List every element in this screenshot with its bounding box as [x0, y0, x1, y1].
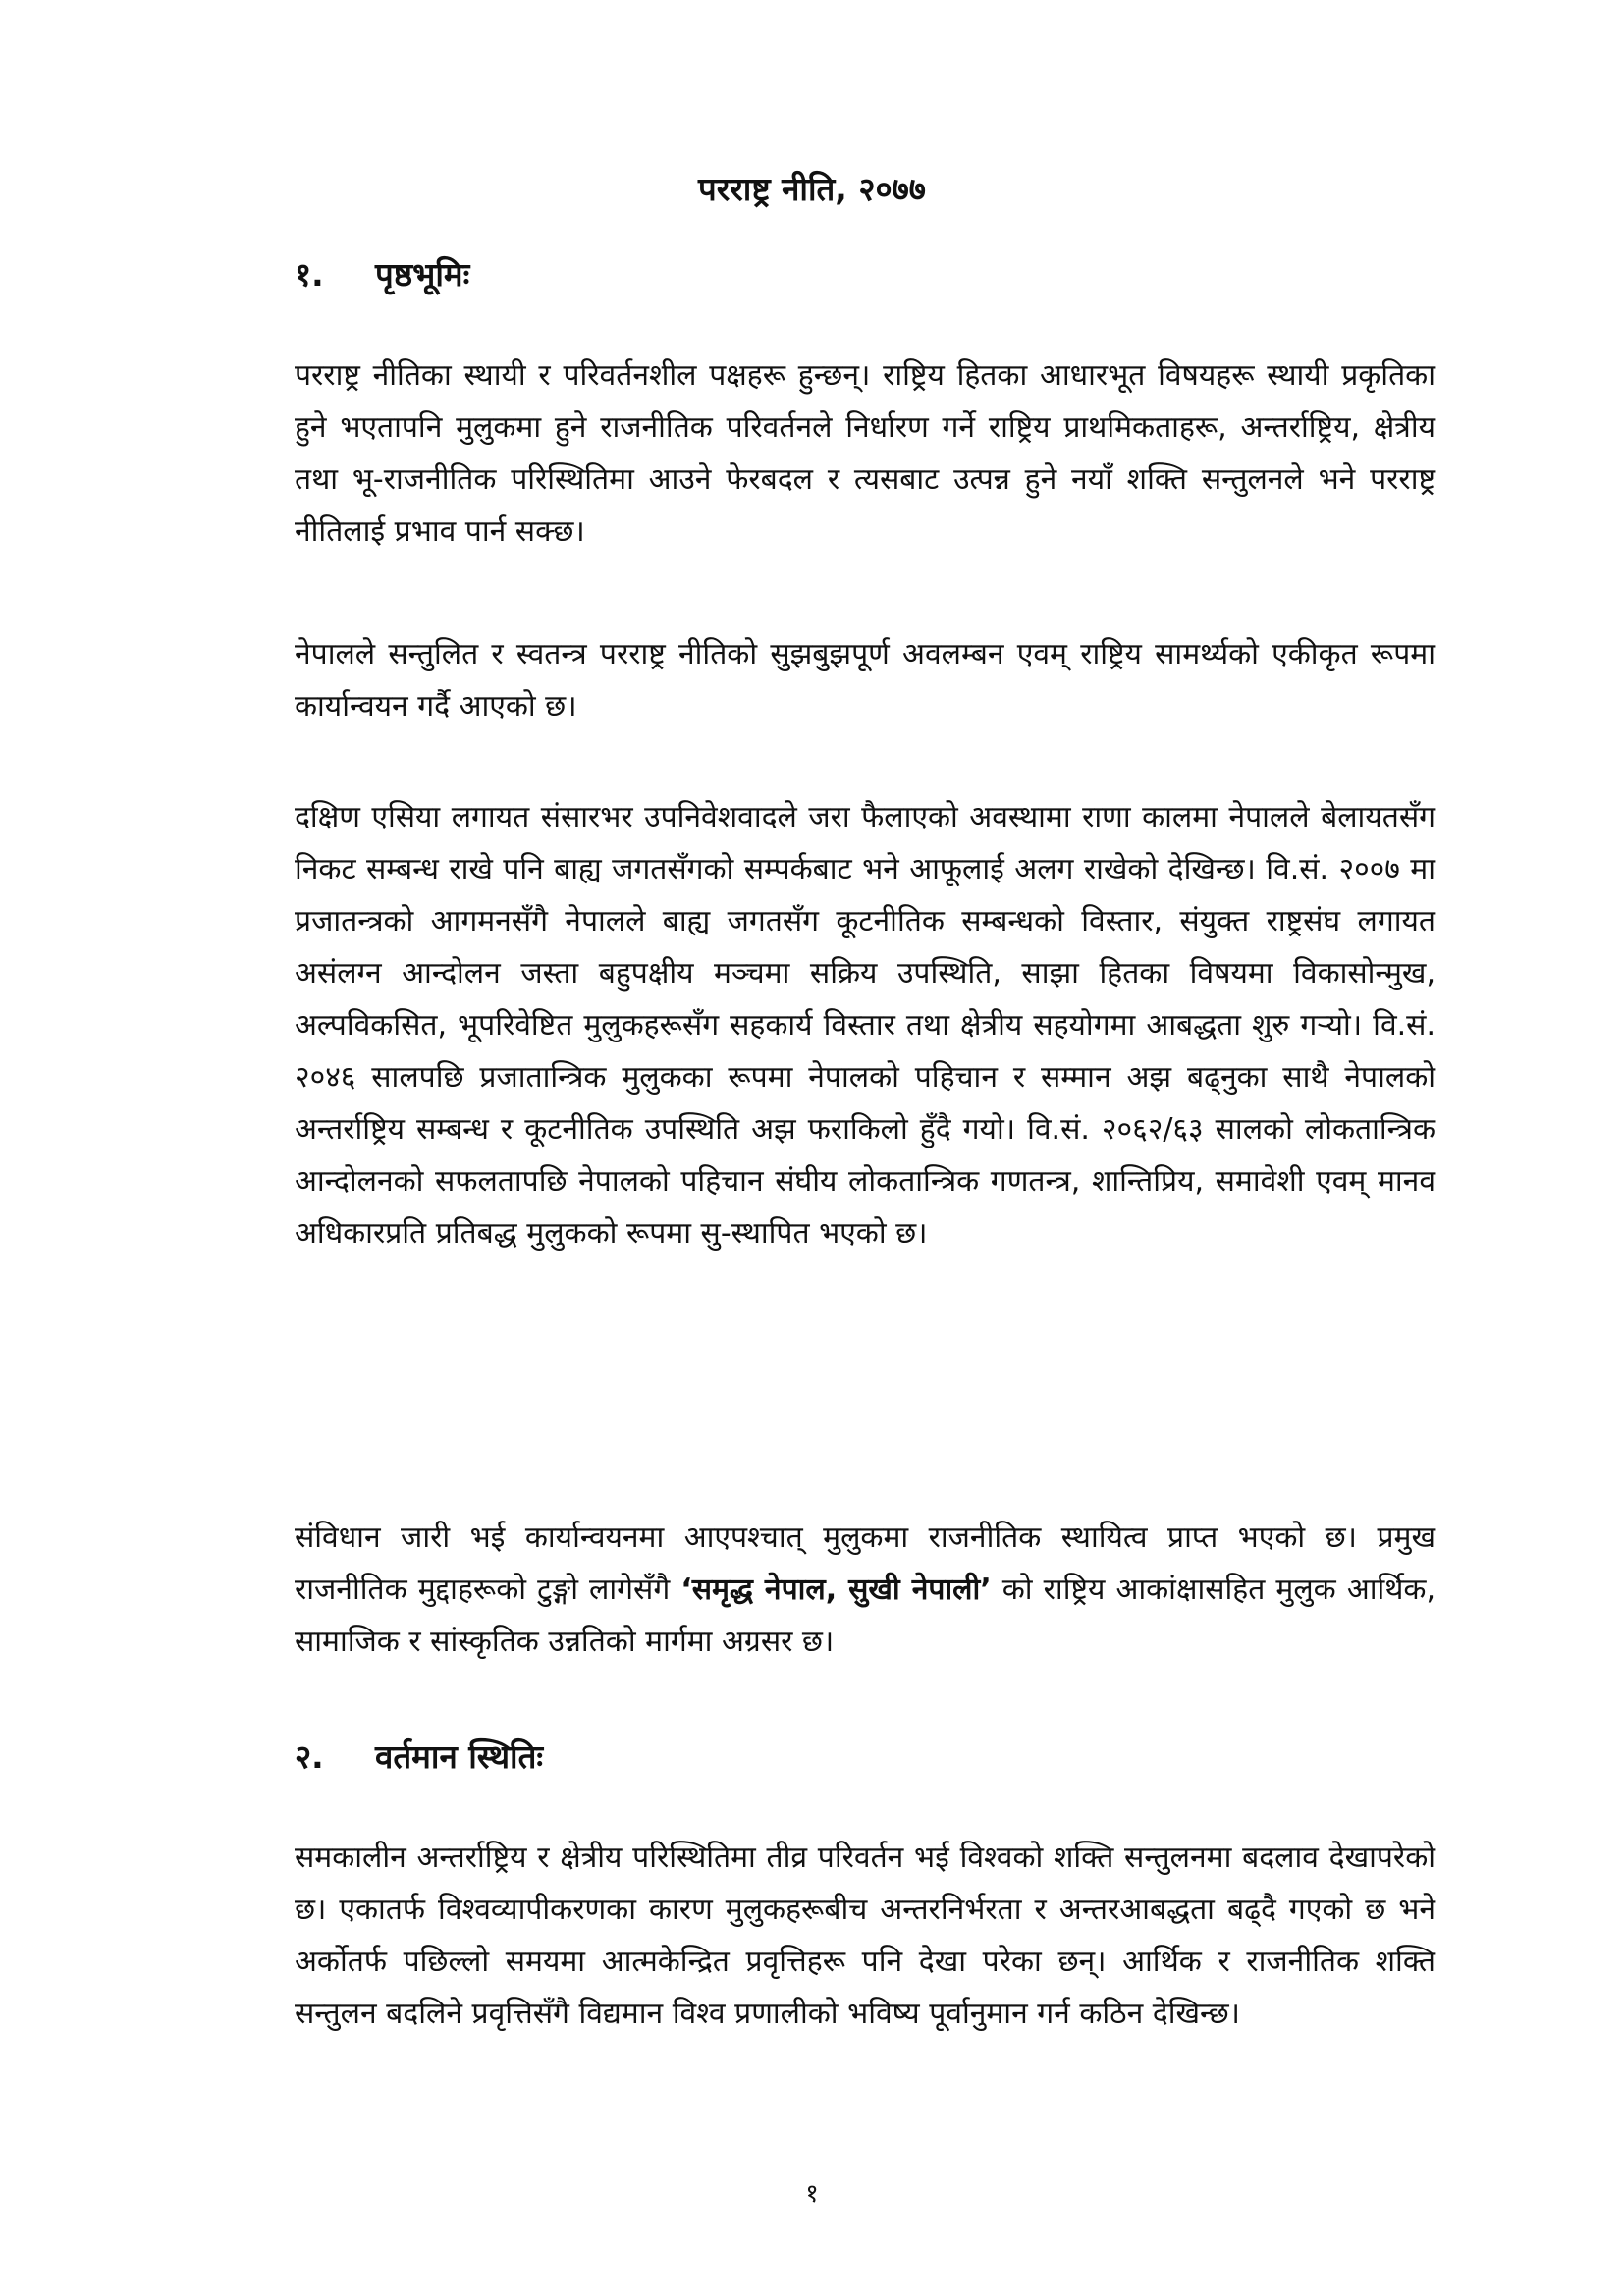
paragraph-4-text-start: संविधान जारी भई कार्यान्वयनमा आएपश्चात् मुलुकमा राजनीतिक स्थायित्व प्राप्त भएको छ। प्रमुख राजनीतिक मुद्दाहरूको टुङ्गो लागेसँगै [295, 1521, 1435, 1607]
section-2-paragraph-1: समकालीन अन्तर्राष्ट्रिय र क्षेत्रीय परिस्थितिमा तीव्र परिवर्तन भई विश्वको शक्ति सन्तुलनमा बदलाव देखापरेको छ। एकातर्फ विश्वव्यापीकरणका कारण मुलुकहरूबीच अन्तरनिर्भरता र अन्तरआबद्धता बढ्दै गएको छ भने अर्कोतर्फ पछिल्लो समयमा आत्मकेन्द्रित प्रवृत्तिहरू पनि देखा परेका छन्। आर्थिक र राजनीतिक शक्ति सन्तुलन बदलिने प्रवृत्तिसँगै विद्यमान विश्व प्रणालीको भविष्य पूर्वानुमान गर्न कठिन देखिन्छ। [295, 1841, 1435, 2031]
paragraph-4-text-end: को राष्ट्रिय आकांक्षासहित मुलुक आर्थिक, सामाजिक र सांस्कृतिक उन्नतिको मार्गमा अग्रसर छ। [295, 1573, 1435, 1659]
section-1-paragraph-1: परराष्ट्र नीतिका स्थायी र परिवर्तनशील पक्षहरू हुन्छन्। राष्ट्रिय हितका आधारभूत विषयहरू स्थायी प्रकृतिका हुने भएतापनि मुलुकमा हुने राजनीतिक परिवर्तनले निर्धारण गर्ने राष्ट्रिय प्राथमिकताहरू, अन्तर्राष्ट्रिय, क्षेत्रीय तथा भू-राजनीतिक परिस्थितिमा आउने फेरबदल र त्यसबाट उत्पन्न हुने नयाँ शक्ति सन्तुलनले भने परराष्ट्र नीतिलाई प्रभाव पार्न सक्छ। [295, 358, 1435, 549]
section-2-title: वर्तमान स्थितिः [375, 1737, 544, 1776]
section-1-title: पृष्ठभूमिः [375, 255, 470, 294]
section-2-number: २. [295, 1737, 324, 1776]
section-1-number: १. [295, 255, 324, 294]
section-1-paragraph-4 [295, 1512, 1435, 1668]
section-1-heading [295, 250, 469, 299]
section-1-paragraph-2: नेपालले सन्तुलित र स्वतन्त्र परराष्ट्र नीतिको सुझबुझपूर्ण अवलम्बन एवम् राष्ट्रिय सामर्थ्यको एकीकृत रूपमा कार्यान्वयन गर्दै आएको छ। [295, 637, 1435, 723]
document-title: परराष्ट्र नीति, २०७७ [698, 170, 926, 208]
section-2-heading [295, 1733, 543, 1782]
section-1-paragraph-3: दक्षिण एसिया लगायत संसारभर उपनिवेशवादले जरा फैलाएको अवस्थामा राणा कालमा नेपालले बेलायतसँग निकट सम्बन्ध राखे पनि बाह्य जगतसँगको सम्पर्कबाट भने आफूलाई अलग राखेको देखिन्छ। वि.सं. २००७ मा प्रजातन्त्रको आगमनसँगै नेपालले बाह्य जगतसँग कूटनीतिक सम्बन्धको विस्तार, संयुक्त राष्ट्रसंघ लगायत असंलग्न आन्दोलन जस्ता बहुपक्षीय मञ्चमा सक्रिय उपस्थिति, साझा हितका विषयमा विकासोन्मुख, अल्पविकसित, भूपरिवेष्टित मुलुकहरूसँग सहकार्य विस्तार तथा क्षेत्रीय सहयोगमा आबद्धता शुरु गर्‍यो। वि.सं. २०४६ सालपछि प्रजातान्त्रिक मुलुकका रूपमा नेपालको पहिचान र सम्मान अझ बढ्नुका साथै नेपालको अन्तर्राष्ट्रिय सम्बन्ध र कूटनीतिक उपस्थिति अझ फराकिलो हुँदै गयो। वि.सं. २०६२/६३ सालको लोकतान्त्रिक आन्दोलनको सफलतापछि नेपालको पहिचान संघीय लोकतान्त्रिक गणतन्त्र, शान्तिप्रिय, समावेशी एवम् मानव अधिकारप्रति प्रतिबद्ध मुलुकको रूपमा सु-स्थापित भएको छ। [295, 800, 1435, 1251]
slogan-text: ‘समृद्ध नेपाल, सुखी नेपाली’ [680, 1573, 992, 1607]
page-number: १ [805, 2179, 819, 2209]
